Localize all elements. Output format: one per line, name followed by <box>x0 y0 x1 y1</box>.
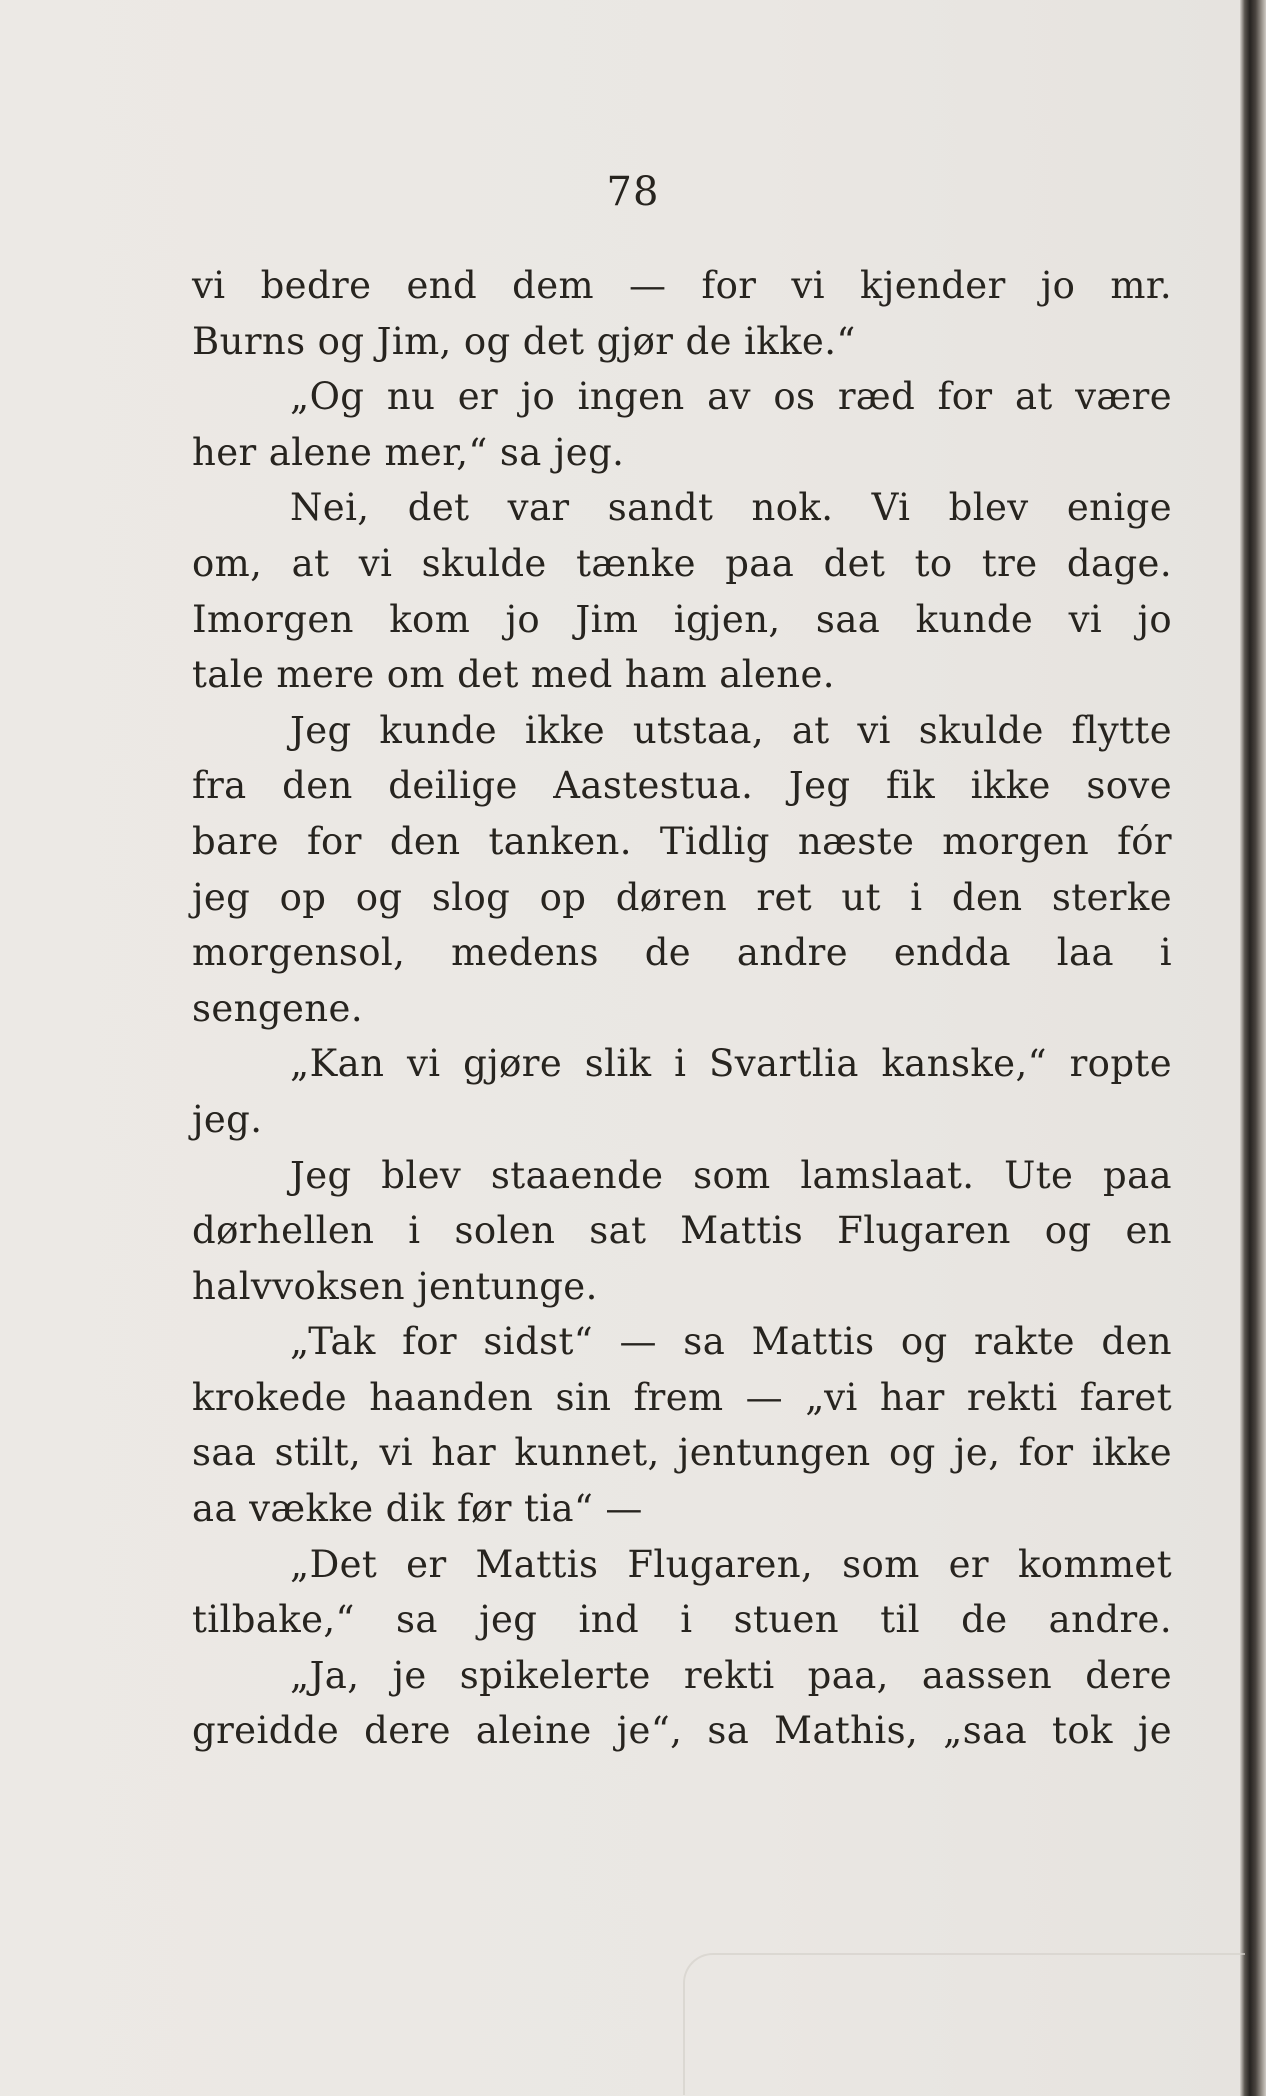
text-line-6: om, at vi skulde tænke paa det to tre dage. <box>192 541 1172 585</box>
text-line-27: greidde dere aleine je“, sa Mathis, „saa tok je <box>192 1709 1172 1753</box>
text-line-5: Nei, det var sandt nok. Vi blev enige <box>290 486 1172 530</box>
text-line-11: bare for den tanken. Tidlig næste morgen fór <box>192 819 1172 863</box>
text-line-21: krokede haanden sin frem — „vi har rekti faret <box>192 1375 1172 1419</box>
text-line-10: fra den deilige Aastestua. Jeg fik ikke sove <box>192 764 1172 808</box>
text-line-24: „Det er Mattis Flugaren, som er kommet <box>290 1542 1172 1586</box>
body-text <box>192 258 1172 1759</box>
text-line-7: Imorgen kom jo Jim igjen, saa kunde vi jo <box>192 597 1172 641</box>
paper-fold-mark <box>683 1953 1245 2095</box>
text-line-3: „Og nu er jo ingen av os ræd for at være <box>290 375 1172 419</box>
text-line-4: her alene mer,“ sa jeg. <box>192 430 625 474</box>
text-line-9: Jeg kunde ikke utstaa, at vi skulde flytte <box>290 708 1172 752</box>
text-line-14: sengene. <box>192 986 363 1030</box>
text-line-26: „Ja, je spikelerte rekti paa, aassen dere <box>290 1653 1172 1697</box>
text-line-18: dørhellen i solen sat Mattis Flugaren og en <box>192 1209 1172 1253</box>
text-line-1: vi bedre end dem — for vi kjender jo mr. <box>192 264 1172 307</box>
text-line-25: tilbake,“ sa jeg ind i stuen til de andre. <box>192 1598 1172 1642</box>
page-number: 78 <box>606 169 660 215</box>
text-line-2: Burns og Jim, og det gjør de ikke.“ <box>192 319 856 363</box>
text-line-13: morgensol, medens de andre endda laa i <box>192 931 1172 975</box>
text-line-22: saa stilt, vi har kunnet, jentungen og je, for ikke <box>192 1431 1172 1475</box>
text-line-16: jeg. <box>192 1097 263 1141</box>
book-spine-edge <box>1240 0 1266 2096</box>
text-line-12: jeg op og slog op døren ret ut i den sterke <box>192 875 1172 919</box>
text-line-8: tale mere om det med ham alene. <box>192 653 835 697</box>
text-line-19: halvvoksen jentunge. <box>192 1264 598 1308</box>
text-line-17: Jeg blev staaende som lamslaat. Ute paa <box>290 1153 1172 1197</box>
text-line-20: „Tak for sidst“ — sa Mattis og rakte den <box>290 1320 1172 1364</box>
text-line-23: aa vække dik før tia“ — <box>192 1487 643 1531</box>
text-line-15: „Kan vi gjøre slik i Svartlia kanske,“ ropte <box>290 1042 1172 1086</box>
